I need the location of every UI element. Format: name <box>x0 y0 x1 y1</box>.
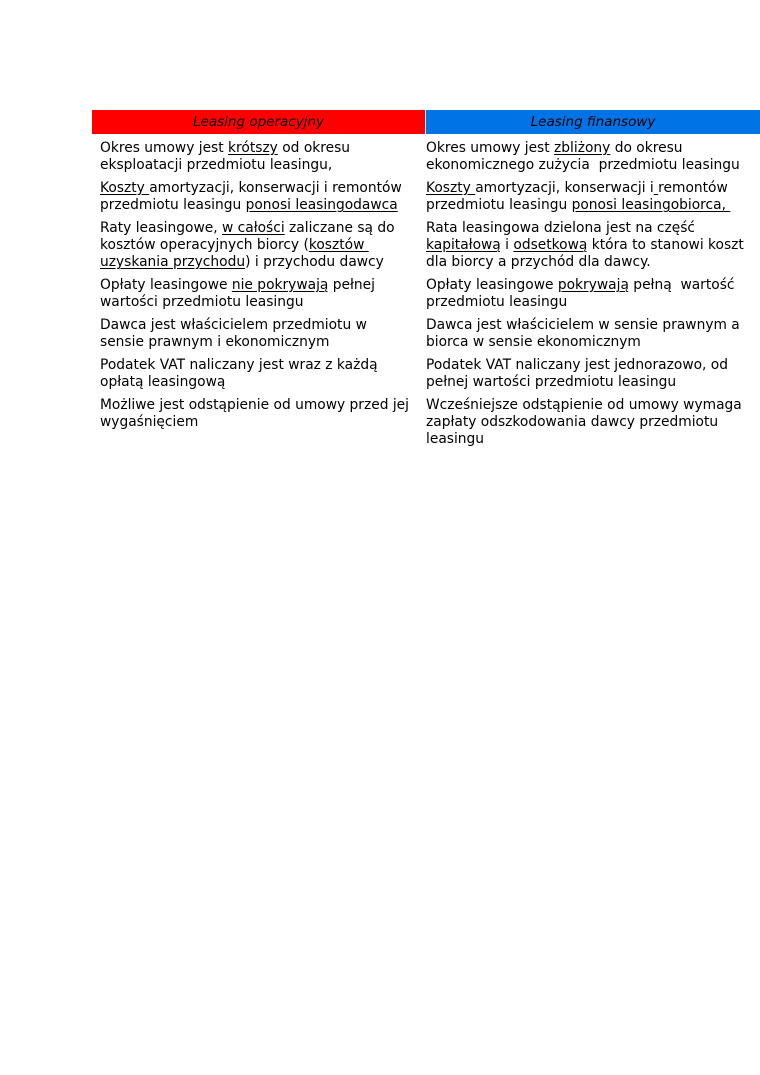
cell-text-line <box>100 197 426 214</box>
cell-text-line <box>426 180 760 197</box>
underlined-text: krótszy <box>228 140 278 156</box>
table-cell-right <box>426 397 760 448</box>
text-segment: która to stanowi koszt <box>587 237 744 253</box>
text-segment: ) i przychodu dawcy <box>245 254 384 270</box>
cell-text-line <box>100 254 426 271</box>
table-cell-right <box>426 357 760 391</box>
underlined-text: ponosi leasingodawca <box>245 197 398 213</box>
text-segment: Opłaty leasingowe <box>426 277 558 293</box>
text-segment: dla biorcy a przychód dla dawcy. <box>426 254 651 270</box>
table-cell-left <box>92 357 426 391</box>
cell-text-line <box>426 317 760 334</box>
table-cell-left <box>92 317 426 351</box>
text-segment: przedmiotu leasingu <box>100 197 246 213</box>
cell-text-line <box>426 334 760 351</box>
cell-text-line <box>100 414 426 431</box>
cell-text-line <box>426 414 760 431</box>
text-segment: od okresu <box>277 140 351 156</box>
text-segment: opłatą leasingową <box>100 374 226 390</box>
text-segment: do okresu <box>610 140 683 156</box>
table-cell-right <box>426 220 760 271</box>
underlined-text: kapitałową <box>426 237 501 253</box>
text-segment: pełną wartość <box>628 277 735 293</box>
text-segment: wygaśnięciem <box>100 414 199 430</box>
cell-text-line <box>100 357 426 374</box>
cell-text-line <box>426 374 760 391</box>
table-row <box>92 174 760 214</box>
text-segment: Dawca jest właścicielem przedmiotu w <box>100 317 367 333</box>
underlined-text: uzyskania przychodu <box>100 254 246 270</box>
underlined-text: Koszty <box>100 180 150 196</box>
cell-text-line <box>100 180 426 197</box>
table-cell-right <box>426 277 760 311</box>
cell-text-line <box>100 294 426 311</box>
table-cell-left <box>92 277 426 311</box>
text-segment: Rata leasingowa dzielona jest na część <box>426 220 696 236</box>
text-segment: eksploatacji przedmiotu leasingu, <box>100 157 333 173</box>
text-segment: amortyzacji, konserwacji i remontów <box>149 180 402 196</box>
text-segment: biorca w sensie ekonomicznym <box>426 334 641 350</box>
underlined-text: nie pokrywają <box>231 277 329 293</box>
table-row <box>92 351 760 391</box>
text-segment: przedmiotu leasingu <box>426 294 568 310</box>
underlined-text: zbliżony <box>554 140 611 156</box>
cell-text-line <box>426 254 760 271</box>
cell-text-line <box>426 294 760 311</box>
text-segment: Możliwe jest odstąpienie od umowy przed jej <box>100 397 410 413</box>
underlined-text: kosztów <box>308 237 369 253</box>
text-segment: leasingu <box>426 431 485 447</box>
cell-text-line <box>100 157 426 174</box>
cell-text-line <box>100 237 426 254</box>
underlined-text: pokrywają <box>557 277 629 293</box>
text-segment: Dawca jest właścicielem w sensie prawnym a <box>426 317 740 333</box>
header-leasing-operacyjny: Leasing operacyjny <box>92 110 425 134</box>
cell-text-line <box>100 397 426 414</box>
table-row <box>92 391 760 448</box>
table-row <box>92 214 760 271</box>
text-segment: kosztów operacyjnych biorcy ( <box>100 237 309 253</box>
table-body <box>92 134 760 448</box>
text-segment: sensie prawnym i ekonomicznym <box>100 334 330 350</box>
cell-text-line <box>426 220 760 237</box>
text-segment: ekonomicznego zużycia przedmiotu leasingu <box>426 157 740 173</box>
underlined-text: ponosi leasingobiorca, <box>571 197 731 213</box>
cell-text-line <box>100 277 426 294</box>
table-row <box>92 271 760 311</box>
header-leasing-finansowy: Leasing finansowy <box>426 110 760 134</box>
text-segment: remontów <box>658 180 728 196</box>
table-cell-left <box>92 140 426 174</box>
underlined-text: Koszty <box>426 180 476 196</box>
cell-text-line <box>426 277 760 294</box>
table-row <box>92 134 760 174</box>
cell-text-line <box>426 237 760 254</box>
text-segment: wartości przedmiotu leasingu <box>100 294 304 310</box>
text-segment: przedmiotu leasingu <box>426 197 572 213</box>
cell-text-line <box>100 334 426 351</box>
comparison-table <box>92 110 760 448</box>
cell-text-line <box>426 140 760 157</box>
cell-text-line <box>100 374 426 391</box>
table-cell-left <box>92 180 426 214</box>
text-segment: pełnej wartości przedmiotu leasingu <box>426 374 677 390</box>
text-segment: zapłaty odszkodowania dawcy przedmiotu <box>426 414 719 430</box>
table-header-row <box>92 110 760 134</box>
table-cell-right <box>426 180 760 214</box>
cell-text-line <box>100 140 426 157</box>
cell-text-line <box>426 157 760 174</box>
text-segment: pełnej <box>328 277 375 293</box>
text-segment: amortyzacji, konserwacji i <box>475 180 654 196</box>
table-cell-left <box>92 220 426 271</box>
table-cell-right <box>426 140 760 174</box>
table-cell-right <box>426 317 760 351</box>
text-segment: Podatek VAT naliczany jest wraz z każdą <box>100 357 378 373</box>
table-row <box>92 311 760 351</box>
cell-text-line <box>100 317 426 334</box>
text-segment: Opłaty leasingowe <box>100 277 232 293</box>
text-segment: zaliczane są do <box>284 220 395 236</box>
cell-text-line <box>426 431 760 448</box>
text-segment: Podatek VAT naliczany jest jednorazowo, od <box>426 357 729 373</box>
underlined-text: w całości <box>221 220 285 236</box>
text-segment: Raty leasingowe, <box>100 220 222 236</box>
underlined-text: odsetkową <box>513 237 588 253</box>
cell-text-line <box>426 397 760 414</box>
cell-text-line <box>100 220 426 237</box>
text-segment: Wcześniejsze odstąpienie od umowy wymaga <box>426 397 742 413</box>
cell-text-line <box>426 357 760 374</box>
text-segment: Okres umowy jest <box>426 140 555 156</box>
text-segment: Okres umowy jest <box>100 140 229 156</box>
table-cell-left <box>92 397 426 448</box>
text-segment: i <box>500 237 514 253</box>
cell-text-line <box>426 197 760 214</box>
